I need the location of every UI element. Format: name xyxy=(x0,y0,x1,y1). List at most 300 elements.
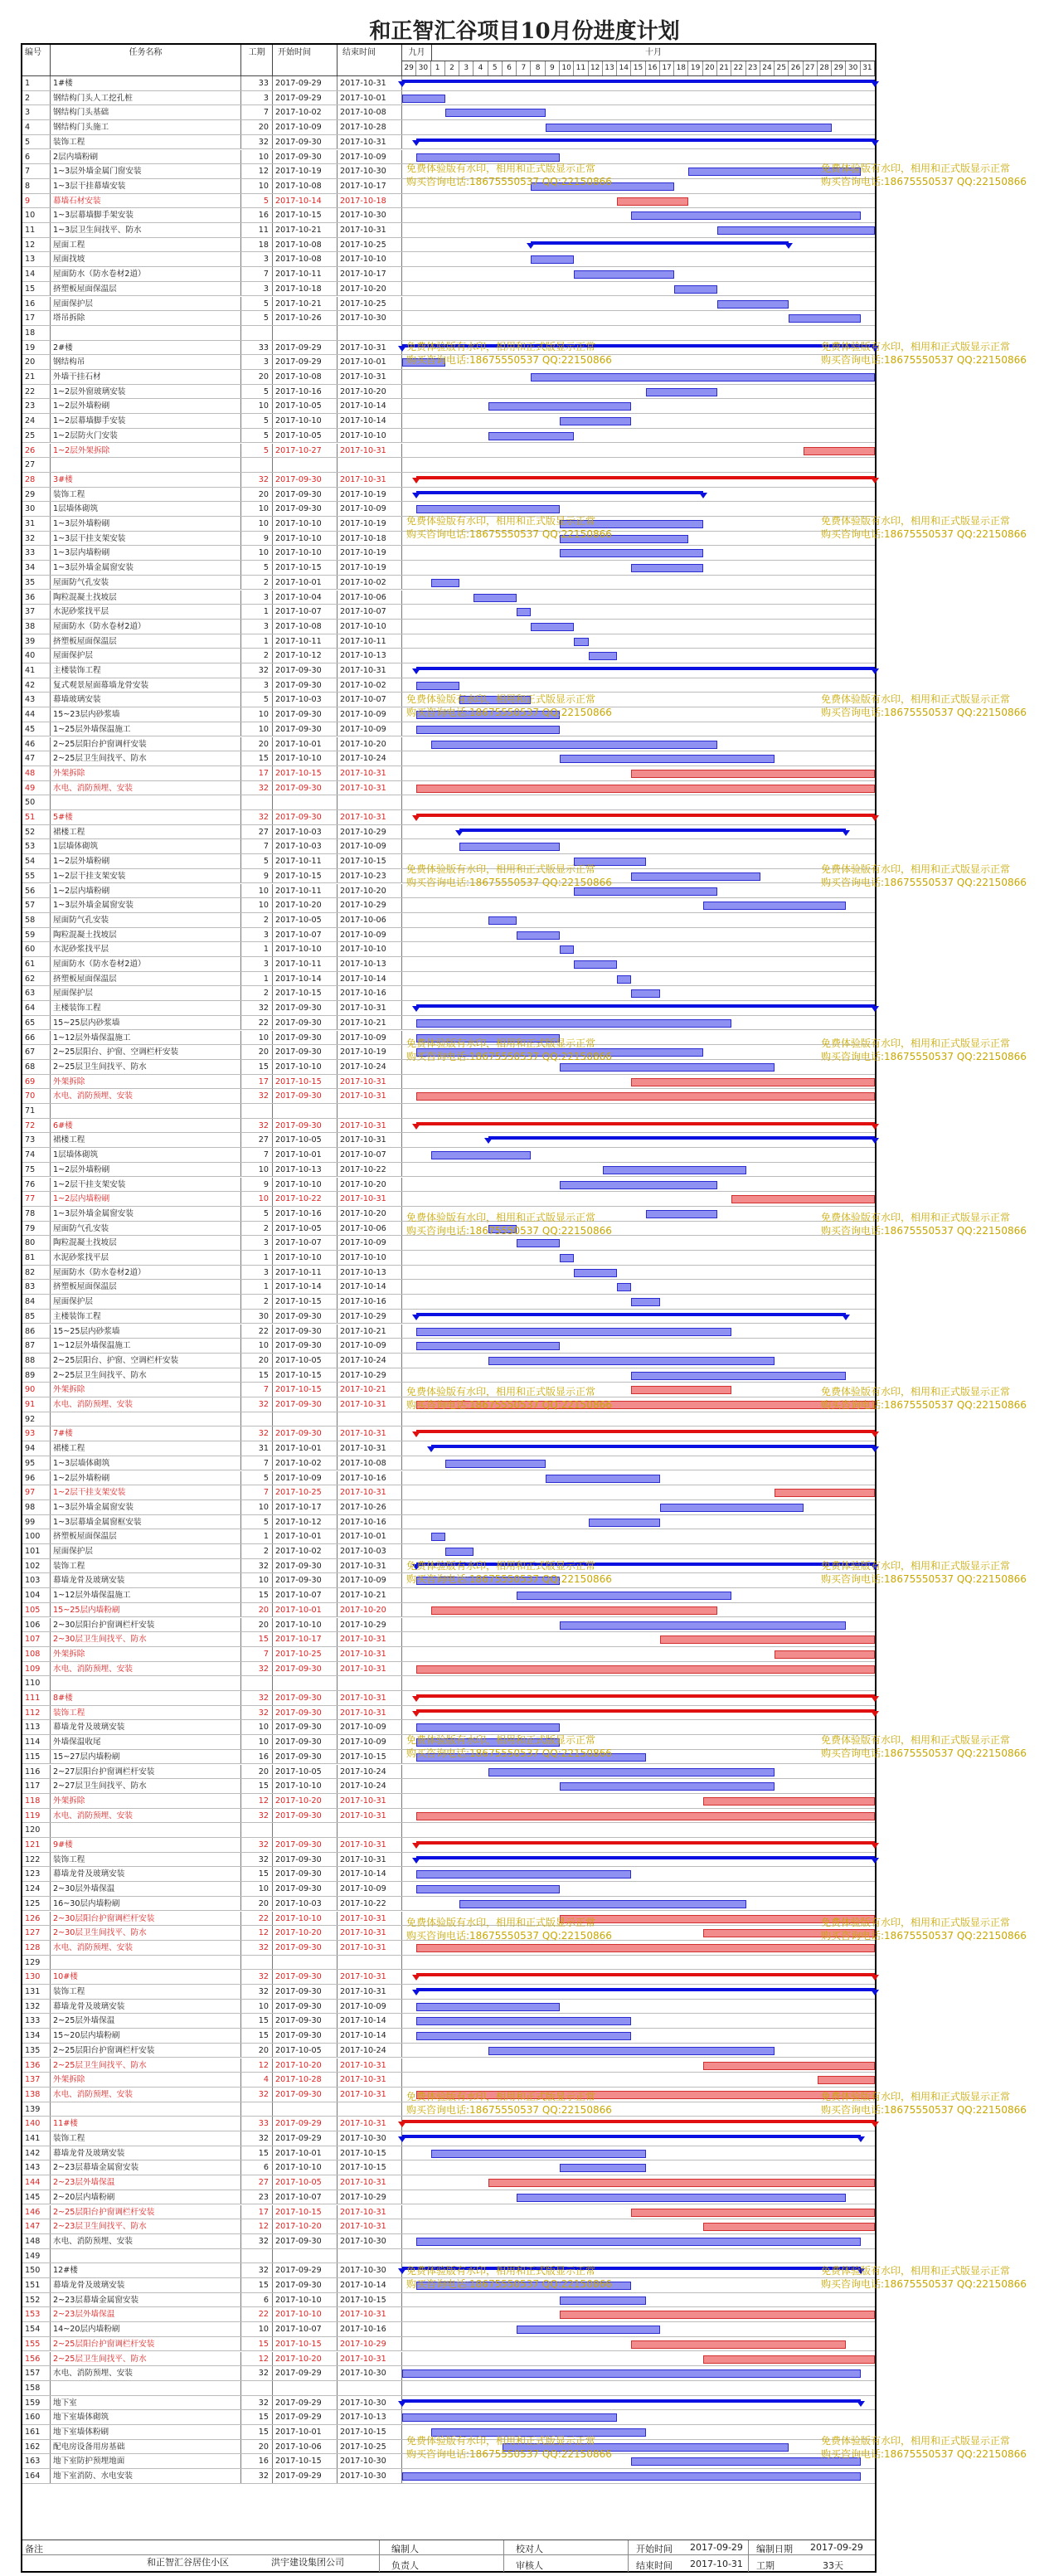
table-row xyxy=(22,928,875,943)
cell-task-name: 2~23层幕墙金属窗安装 xyxy=(51,2160,241,2175)
cell-start-date: 2017-10-13 xyxy=(273,1163,338,1177)
summary-bar xyxy=(416,1856,875,1859)
cell-end-date: 2017-10-19 xyxy=(338,517,402,531)
cell-end-date: 2017-10-31 xyxy=(338,2058,402,2073)
cell-duration: 15 xyxy=(241,1060,273,1074)
cell-num: 155 xyxy=(22,2337,51,2351)
cell-start-date: 2017-10-14 xyxy=(273,972,338,986)
task-bar xyxy=(560,2311,875,2319)
watermark-line: 购买咨询电话:18675550537 QQ:22150866 xyxy=(821,877,1027,888)
cell-end-date: 2017-10-21 xyxy=(338,1016,402,1030)
cell-start-date: 2017-10-20 xyxy=(273,2352,338,2366)
watermark-text xyxy=(406,1559,612,1586)
cell-end-date: 2017-10-31 xyxy=(338,1853,402,1867)
cell-num: 26 xyxy=(22,444,51,458)
watermark-line: 免费体验版有水印，相用和正式版显示正常 xyxy=(821,163,1011,174)
cell-start-date: 2017-10-10 xyxy=(273,751,338,766)
cell-num: 89 xyxy=(22,1368,51,1383)
cell-end-date: 2017-10-14 xyxy=(338,2278,402,2292)
table-row xyxy=(22,385,875,400)
cell-duration: 32 xyxy=(241,810,273,824)
cell-duration: 3 xyxy=(241,928,273,942)
task-bar xyxy=(459,843,560,851)
task-bar xyxy=(646,1210,717,1218)
cell-task-name: 1#楼 xyxy=(51,76,241,90)
watermark-line: 免费体验版有水印，相用和正式版显示正常 xyxy=(406,863,596,875)
cell-num: 119 xyxy=(22,1809,51,1823)
cell-duration: 10 xyxy=(241,1031,273,1045)
table-row xyxy=(22,1485,875,1500)
cell-task-name: 屋面防水（防水卷材2道） xyxy=(51,620,241,634)
cell-task-name: 7#楼 xyxy=(51,1427,241,1441)
summary-bar-end-marker xyxy=(871,81,879,87)
footer-end-label: 结束时间 xyxy=(636,2560,673,2571)
cell-duration: 10 xyxy=(241,399,273,413)
cell-task-name: 地下室 xyxy=(51,2396,241,2410)
footer-compiler: 编制人 xyxy=(391,2544,419,2554)
table-row xyxy=(22,1706,875,1721)
cell-task-name: 水泥砂浆找平层 xyxy=(51,605,241,619)
cell-num: 16 xyxy=(22,297,51,311)
day-header-cell: 6 xyxy=(503,61,517,75)
cell-task-name: 挤塑板屋面保温层 xyxy=(51,972,241,986)
summary-bar-end-marker xyxy=(527,243,535,249)
cell-task-name: 1~3层外墙金属窗安装 xyxy=(51,1207,241,1221)
summary-bar-end-marker xyxy=(871,1990,879,1995)
cell-start-date: 2017-09-30 xyxy=(273,1750,338,1764)
cell-start-date: 2017-10-10 xyxy=(273,1178,338,1192)
watermark-line: 购买咨询电话:18675550537 QQ:22150866 xyxy=(406,2104,612,2116)
task-bar xyxy=(631,770,875,778)
cell-duration: 20 xyxy=(241,2044,273,2058)
cell-end-date: 2017-10-16 xyxy=(338,986,402,1000)
cell-duration: 3 xyxy=(241,282,273,296)
cell-duration: 3 xyxy=(241,355,273,369)
cell-start-date: 2017-09-30 xyxy=(273,1016,338,1030)
cell-duration: 32 xyxy=(241,1662,273,1676)
task-bar xyxy=(416,1870,631,1879)
cell-task-name: 水电、消防预埋、安装 xyxy=(51,781,241,795)
summary-bar-end-marker xyxy=(857,2401,865,2407)
summary-bar xyxy=(416,139,875,142)
cell-end-date xyxy=(338,1956,402,1970)
cell-start-date: 2017-10-02 xyxy=(273,1544,338,1558)
table-row xyxy=(22,1133,875,1148)
task-bar xyxy=(703,2355,875,2364)
task-bar xyxy=(546,124,832,132)
cell-num: 17 xyxy=(22,311,51,325)
cell-duration: 2 xyxy=(241,1544,273,1558)
watermark-line: 免费体验版有水印，相用和正式版显示正常 xyxy=(821,1917,1011,1928)
cell-duration xyxy=(241,1676,273,1690)
cell-duration: 15 xyxy=(241,2278,273,2292)
table-row xyxy=(22,2293,875,2308)
cell-duration: 20 xyxy=(241,370,273,384)
cell-start-date: 2017-10-15 xyxy=(273,208,338,222)
cell-start-date: 2017-10-15 xyxy=(273,561,338,575)
cell-start-date xyxy=(273,326,338,340)
cell-start-date: 2017-10-15 xyxy=(273,1075,338,1089)
cell-end-date: 2017-10-09 xyxy=(338,1882,402,1896)
cell-end-date: 2017-10-29 xyxy=(338,2337,402,2351)
cell-task-name: 裙楼工程 xyxy=(51,1133,241,1147)
task-bar xyxy=(560,1782,775,1791)
cell-task-name: 2~25层阳台护窗调栏杆安装 xyxy=(51,2044,241,2058)
cell-end-date: 2017-10-18 xyxy=(338,194,402,208)
cell-start-date: 2017-09-30 xyxy=(273,2029,338,2043)
cell-end-date xyxy=(338,795,402,809)
cell-end-date: 2017-10-30 xyxy=(338,311,402,325)
table-row xyxy=(22,1104,875,1119)
cell-end-date: 2017-10-14 xyxy=(338,2029,402,2043)
cell-end-date: 2017-10-20 xyxy=(338,1207,402,1221)
cell-num: 13 xyxy=(22,252,51,266)
header-start-date: 开始时间 xyxy=(273,45,338,75)
cell-start-date: 2017-10-10 xyxy=(273,546,338,560)
day-header-cell: 5 xyxy=(488,61,503,75)
cell-task-name: 1~2层外墙粉刷 xyxy=(51,399,241,413)
cell-duration: 20 xyxy=(241,1603,273,1617)
cell-duration: 7 xyxy=(241,105,273,119)
cell-end-date: 2017-10-20 xyxy=(338,737,402,751)
cell-start-date: 2017-10-02 xyxy=(273,1456,338,1470)
cell-end-date: 2017-10-31 xyxy=(338,1794,402,1808)
cell-duration: 10 xyxy=(241,1720,273,1734)
watermark-line: 购买咨询电话:18675550537 QQ:22150866 xyxy=(821,176,1027,187)
task-bar xyxy=(531,623,574,631)
cell-task-name: 外架拆除 xyxy=(51,1647,241,1661)
watermark-text xyxy=(406,693,612,719)
watermark-line: 免费体验版有水印，相用和正式版显示正常 xyxy=(406,1734,596,1746)
cell-task-name: 1~3层幕墙金属窗框安装 xyxy=(51,1515,241,1529)
table-row xyxy=(22,1236,875,1251)
cell-num: 43 xyxy=(22,693,51,707)
watermark-line: 购买咨询电话:18675550537 QQ:22150866 xyxy=(406,1573,612,1585)
cell-num: 138 xyxy=(22,2088,51,2102)
cell-task-name: 主楼装饰工程 xyxy=(51,663,241,678)
cell-task-name: 水泥砂浆找平层 xyxy=(51,942,241,956)
cell-task-name: 配电房设备用房基础 xyxy=(51,2440,241,2454)
cell-end-date: 2017-10-20 xyxy=(338,385,402,399)
cell-num: 2 xyxy=(22,91,51,105)
summary-bar xyxy=(416,1004,875,1008)
cell-duration: 10 xyxy=(241,1339,273,1353)
cell-end-date: 2017-10-25 xyxy=(338,297,402,311)
cell-num: 29 xyxy=(22,488,51,502)
cell-end-date: 2017-10-22 xyxy=(338,1897,402,1911)
watermark-line: 购买咨询电话:18675550537 QQ:22150866 xyxy=(406,877,612,888)
watermark-line: 购买咨询电话:18675550537 QQ:22150866 xyxy=(406,2448,612,2460)
cell-task-name: 装饰工程 xyxy=(51,488,241,502)
table-row xyxy=(22,2117,875,2131)
cell-end-date: 2017-10-20 xyxy=(338,884,402,898)
task-bar xyxy=(488,2047,775,2055)
watermark-text xyxy=(406,1916,612,1942)
cell-end-date: 2017-10-20 xyxy=(338,1178,402,1192)
task-bar xyxy=(517,1592,731,1600)
cell-end-date: 2017-10-20 xyxy=(338,282,402,296)
cell-num: 91 xyxy=(22,1397,51,1412)
cell-duration: 32 xyxy=(241,2469,273,2483)
watermark-line: 免费体验版有水印，相用和正式版显示正常 xyxy=(821,1560,1011,1572)
cell-end-date: 2017-10-31 xyxy=(338,1647,402,1661)
task-bar xyxy=(402,95,445,103)
cell-num: 3 xyxy=(22,105,51,119)
cell-end-date: 2017-10-26 xyxy=(338,1500,402,1514)
cell-duration: 2 xyxy=(241,1295,273,1309)
summary-bar-end-marker xyxy=(412,1975,420,1981)
cell-num: 42 xyxy=(22,678,51,693)
cell-start-date: 2017-10-05 xyxy=(273,2175,338,2190)
cell-duration: 5 xyxy=(241,561,273,575)
watermark-line: 购买咨询电话:18675550537 QQ:22150866 xyxy=(406,2278,612,2290)
cell-end-date: 2017-10-31 xyxy=(338,1926,402,1940)
task-bar xyxy=(416,726,560,734)
cell-start-date: 2017-09-30 xyxy=(273,1853,338,1867)
cell-task-name: 屋面工程 xyxy=(51,238,241,252)
watermark-text xyxy=(406,2090,612,2117)
cell-start-date: 2017-10-01 xyxy=(273,2146,338,2160)
task-bar xyxy=(775,1489,875,1497)
cell-task-name: 2~30层卫生间找平、防水 xyxy=(51,1926,241,1940)
summary-bar-end-marker xyxy=(842,1315,850,1320)
footer-start-label: 开始时间 xyxy=(636,2544,673,2554)
cell-duration: 1 xyxy=(241,605,273,619)
cell-duration: 12 xyxy=(241,1926,273,1940)
cell-end-date: 2017-10-31 xyxy=(338,1632,402,1646)
cell-duration: 10 xyxy=(241,502,273,516)
cell-num: 96 xyxy=(22,1471,51,1485)
cell-duration: 32 xyxy=(241,1119,273,1133)
cell-start-date: 2017-10-10 xyxy=(273,1779,338,1793)
cell-duration: 7 xyxy=(241,1383,273,1397)
header-end-date: 结束时间 xyxy=(338,45,402,75)
day-header-cell: 8 xyxy=(531,61,545,75)
cell-end-date: 2017-10-07 xyxy=(338,605,402,619)
cell-duration xyxy=(241,2381,273,2395)
cell-num: 72 xyxy=(22,1119,51,1133)
cell-num: 109 xyxy=(22,1662,51,1676)
cell-start-date: 2017-09-30 xyxy=(273,1310,338,1324)
cell-num: 104 xyxy=(22,1588,51,1602)
day-header-cell: 17 xyxy=(660,61,674,75)
table-row xyxy=(22,311,875,326)
cell-duration: 12 xyxy=(241,2219,273,2233)
cell-duration: 5 xyxy=(241,854,273,868)
task-bar xyxy=(517,931,560,940)
cell-start-date: 2017-10-11 xyxy=(273,634,338,649)
day-header-cell: 30 xyxy=(846,61,860,75)
cell-end-date: 2017-10-29 xyxy=(338,2190,402,2204)
cell-start-date: 2017-09-30 xyxy=(273,488,338,502)
cell-end-date: 2017-10-31 xyxy=(338,444,402,458)
cell-start-date: 2017-09-29 xyxy=(273,341,338,355)
cell-num: 75 xyxy=(22,1163,51,1177)
task-bar xyxy=(617,1283,631,1291)
cell-start-date: 2017-10-05 xyxy=(273,1222,338,1236)
cell-duration: 16 xyxy=(241,2454,273,2468)
cell-duration: 10 xyxy=(241,2000,273,2014)
summary-bar xyxy=(402,2120,875,2123)
cell-num: 159 xyxy=(22,2396,51,2410)
cell-start-date: 2017-10-10 xyxy=(273,2293,338,2307)
cell-start-date: 2017-09-30 xyxy=(273,150,338,164)
cell-end-date: 2017-10-14 xyxy=(338,972,402,986)
footer-divider xyxy=(503,2540,504,2572)
cell-start-date: 2017-10-01 xyxy=(273,1441,338,1456)
cell-end-date: 2017-10-31 xyxy=(338,370,402,384)
cell-end-date: 2017-10-31 xyxy=(338,473,402,487)
summary-bar-end-marker xyxy=(427,1446,435,1452)
summary-bar-end-marker xyxy=(871,2122,879,2127)
cell-task-name: 地下室墙体粉刷 xyxy=(51,2425,241,2439)
cell-start-date: 2017-10-17 xyxy=(273,1632,338,1646)
cell-start-date: 2017-10-16 xyxy=(273,1207,338,1221)
cell-start-date: 2017-09-29 xyxy=(273,2396,338,2410)
cell-start-date: 2017-10-05 xyxy=(273,1765,338,1779)
table-row xyxy=(22,972,875,987)
cell-duration: 5 xyxy=(241,1515,273,1529)
task-bar xyxy=(646,388,717,396)
cell-duration: 7 xyxy=(241,1485,273,1499)
cell-end-date: 2017-10-19 xyxy=(338,561,402,575)
cell-task-name: 2~25层阳台护窗调杆安装 xyxy=(51,737,241,751)
table-row xyxy=(22,942,875,957)
footer-table xyxy=(22,2540,875,2572)
cell-task-name: 装饰工程 xyxy=(51,1853,241,1867)
cell-num: 102 xyxy=(22,1559,51,1573)
task-bar xyxy=(416,1328,731,1336)
cell-start-date: 2017-10-15 xyxy=(273,1383,338,1397)
cell-task-name: 1~3层卫生间找平、防水 xyxy=(51,223,241,237)
watermark-text xyxy=(406,514,612,541)
cell-end-date: 2017-10-31 xyxy=(338,2073,402,2087)
cell-start-date: 2017-10-05 xyxy=(273,399,338,413)
cell-start-date: 2017-10-11 xyxy=(273,267,338,281)
cell-start-date: 2017-09-30 xyxy=(273,1573,338,1587)
cell-task-name: 屋面防气孔安装 xyxy=(51,576,241,590)
cell-start-date: 2017-09-30 xyxy=(273,1720,338,1734)
cell-task-name: 1~3层内墙粉刷 xyxy=(51,546,241,560)
task-bar xyxy=(631,1078,875,1086)
table-header xyxy=(22,45,875,76)
cell-end-date xyxy=(338,326,402,340)
cell-task-name: 主楼装饰工程 xyxy=(51,1310,241,1324)
cell-num: 98 xyxy=(22,1500,51,1514)
cell-duration: 15 xyxy=(241,2410,273,2424)
summary-bar-end-marker xyxy=(871,1446,879,1452)
task-bar xyxy=(416,2003,560,2011)
cell-end-date: 2017-10-30 xyxy=(338,2396,402,2410)
task-bar xyxy=(631,2209,875,2217)
cell-task-name: 1~12层外墙保温施工 xyxy=(51,1588,241,1602)
header-month-september: 九月 xyxy=(402,45,432,61)
summary-bar xyxy=(416,1430,875,1433)
cell-start-date: 2017-10-07 xyxy=(273,928,338,942)
cell-end-date: 2017-10-14 xyxy=(338,1867,402,1881)
cell-end-date: 2017-10-31 xyxy=(338,1133,402,1147)
cell-end-date: 2017-10-17 xyxy=(338,179,402,193)
cell-duration: 15 xyxy=(241,2425,273,2439)
cell-task-name: 9#楼 xyxy=(51,1838,241,1852)
cell-num: 114 xyxy=(22,1735,51,1749)
cell-duration: 10 xyxy=(241,1163,273,1177)
table-row xyxy=(22,1310,875,1324)
footer-divider xyxy=(22,2554,875,2555)
table-row xyxy=(22,1178,875,1193)
day-header-cell: 18 xyxy=(674,61,688,75)
footer-reviewer: 审核人 xyxy=(516,2560,543,2571)
cell-end-date: 2017-10-31 xyxy=(338,341,402,355)
cell-task-name: 屋面保护层 xyxy=(51,649,241,663)
cell-start-date: 2017-10-26 xyxy=(273,311,338,325)
cell-end-date: 2017-10-01 xyxy=(338,355,402,369)
footer-date-value: 2017-09-29 xyxy=(810,2542,863,2553)
cell-start-date xyxy=(273,1412,338,1427)
cell-end-date: 2017-10-29 xyxy=(338,1368,402,1383)
cell-num: 82 xyxy=(22,1266,51,1280)
cell-duration: 32 xyxy=(241,2396,273,2410)
cell-task-name: 2~30层阳台护窗调栏杆安装 xyxy=(51,1618,241,1632)
cell-num: 106 xyxy=(22,1618,51,1632)
task-bar xyxy=(517,2326,660,2334)
cell-end-date: 2017-10-20 xyxy=(338,1603,402,1617)
cell-task-name: 2~25层外墙保温 xyxy=(51,2014,241,2028)
summary-bar-end-marker xyxy=(871,1431,879,1437)
cell-end-date: 2017-10-24 xyxy=(338,1765,402,1779)
cell-task-name: 装饰工程 xyxy=(51,1706,241,1720)
watermark-line: 免费体验版有水印，相用和正式版显示正常 xyxy=(821,1038,1011,1049)
cell-num: 83 xyxy=(22,1280,51,1294)
cell-end-date: 2017-10-31 xyxy=(338,2117,402,2131)
cell-num: 153 xyxy=(22,2307,51,2321)
cell-num: 146 xyxy=(22,2205,51,2219)
cell-task-name: 屋面防气孔安装 xyxy=(51,913,241,927)
cell-duration: 32 xyxy=(241,1853,273,1867)
summary-bar-end-marker xyxy=(871,1843,879,1849)
cell-start-date: 2017-10-04 xyxy=(273,591,338,605)
cell-start-date: 2017-09-30 xyxy=(273,1882,338,1896)
header-num: 编号 xyxy=(22,45,51,75)
cell-end-date: 2017-10-22 xyxy=(338,1163,402,1177)
cell-start-date: 2017-10-03 xyxy=(273,693,338,707)
cell-start-date xyxy=(273,1956,338,1970)
cell-task-name: 1~2层干挂支架安装 xyxy=(51,1485,241,1499)
cell-end-date: 2017-10-31 xyxy=(338,2352,402,2366)
cell-end-date: 2017-10-28 xyxy=(338,120,402,134)
cell-num: 34 xyxy=(22,561,51,575)
cell-duration: 31 xyxy=(241,1441,273,1456)
watermark-line: 免费体验版有水印，相用和正式版显示正常 xyxy=(821,693,1011,705)
cell-task-name: 幕墙龙骨及玻璃安装 xyxy=(51,1720,241,1734)
table-row xyxy=(22,620,875,634)
cell-start-date: 2017-09-30 xyxy=(273,1559,338,1573)
table-row xyxy=(22,591,875,605)
cell-start-date: 2017-10-08 xyxy=(273,252,338,266)
cell-start-date: 2017-10-18 xyxy=(273,282,338,296)
cell-duration: 33 xyxy=(241,341,273,355)
task-bar xyxy=(431,2150,646,2158)
watermark-text xyxy=(821,1916,1045,1942)
cell-num: 27 xyxy=(22,458,51,472)
cell-duration: 32 xyxy=(241,1427,273,1441)
cell-num: 78 xyxy=(22,1207,51,1221)
cell-num: 118 xyxy=(22,1794,51,1808)
watermark-line: 购买咨询电话:18675550537 QQ:22150866 xyxy=(821,1930,1027,1942)
cell-duration: 17 xyxy=(241,766,273,780)
cell-duration: 10 xyxy=(241,1500,273,1514)
cell-start-date xyxy=(273,1676,338,1690)
